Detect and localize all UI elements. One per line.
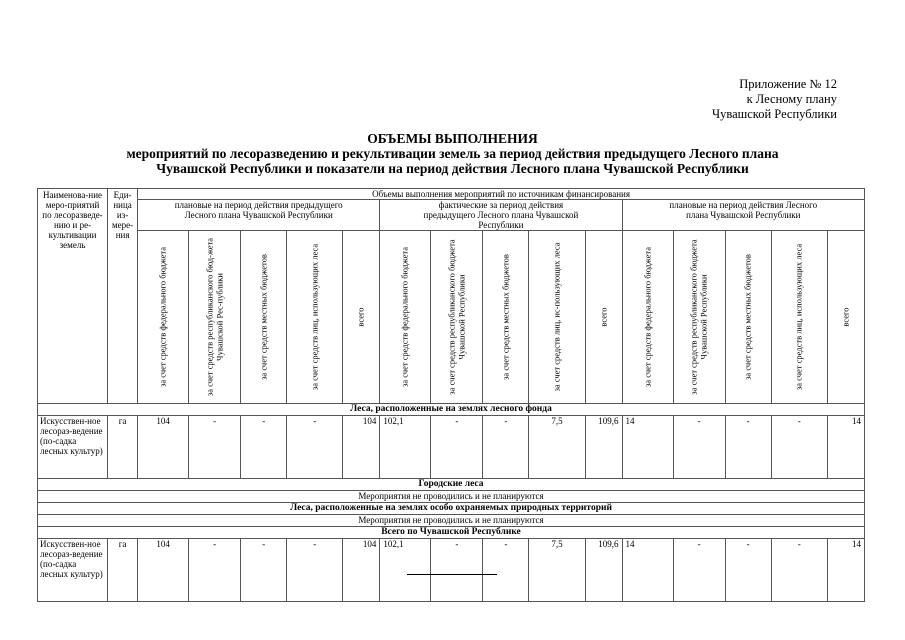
table-cell: 104: [343, 416, 380, 479]
table-cell: -: [287, 416, 343, 479]
table-cell: 14: [827, 416, 864, 479]
header-name: Наименова-ние меро-приятий по лесоразведе-нию и ре-культивации земель: [38, 189, 108, 404]
table-cell: -: [431, 539, 483, 602]
table-cell: 14: [622, 416, 673, 479]
row-name: Искусствен-ное лесораз-ведение (по-садка лесных культур): [38, 539, 108, 602]
table-cell: 14: [827, 539, 864, 602]
appendix-line-3: Чувашской Республики: [711, 107, 837, 121]
header-group-planned-previous: плановые на период действия предыдущего Лесного плана Чувашской Республики: [138, 200, 380, 231]
table-row: [38, 539, 865, 602]
col-header-republic: за счет средств республиканского бюд-жета Чувашской Рес-публики: [204, 237, 224, 397]
col-header-local: за счет средств местных бюджетов: [742, 254, 753, 380]
table-cell: -: [483, 539, 529, 602]
no-activities-note: Мероприятия не проводились и не планируются: [38, 491, 865, 503]
col-header-users: за счет средств лиц, ис-пользующих леса: [551, 242, 562, 392]
table-cell: 14: [622, 539, 673, 602]
header-group-planned-current: плановые на период действия Лесного плана Чувашской Республики: [622, 200, 864, 231]
title-line-2: мероприятий по лесоразведению и рекультивации земель за период действия предыдущего Лесного плана: [126, 146, 779, 161]
table-cell: -: [725, 416, 771, 479]
table-cell: -: [483, 416, 529, 479]
col-header-users: за счет средств лиц, использующих леса: [793, 243, 804, 391]
table-cell: 7,5: [529, 416, 585, 479]
title-line-3: Чувашской Республики и показатели на период действия Лесного плана Чувашской Республики: [156, 161, 749, 176]
table-cell: -: [241, 416, 287, 479]
table-cell: 104: [138, 539, 189, 602]
col-header-local: за счет средств местных бюджетов: [257, 254, 268, 380]
vertical-header-row: [38, 231, 865, 404]
col-header-federal: за счет средств федерального бюджета: [641, 247, 652, 388]
table-cell: -: [189, 416, 241, 479]
col-header-republic: за счет средств республиканского бюджета Чувашской Республики: [688, 239, 709, 395]
header-group-actual-previous: фактические за период действия предыдущего Лесного плана Чувашской Республики: [380, 200, 622, 231]
table-cell: -: [287, 539, 343, 602]
col-header-federal: за счет средств федерального бюджета: [399, 247, 410, 388]
table-cell: -: [189, 539, 241, 602]
title-line-1: ОБЪЕМЫ ВЫПОЛНЕНИЯ: [367, 131, 538, 146]
table-cell: 104: [138, 416, 189, 479]
table-cell: 102,1: [380, 539, 431, 602]
col-header-users: за счет средств лиц, использующих леса: [309, 243, 319, 391]
table-cell: -: [771, 416, 827, 479]
table-cell: -: [771, 539, 827, 602]
header-unit: Еди-ница из-мере-ния: [108, 189, 138, 404]
table-cell: -: [241, 539, 287, 602]
col-header-local: за счет средств местных бюджетов: [500, 254, 511, 380]
col-header-total: всего: [597, 307, 608, 327]
col-header-total: всего: [355, 307, 366, 327]
table-cell: 102,1: [380, 416, 431, 479]
footer-divider: [407, 574, 497, 575]
appendix-label: [712, 77, 837, 122]
appendix-line-1: Приложение № 12: [739, 77, 837, 91]
col-header-republic: за счет средств республиканского бюджета Чувашской Республики: [446, 239, 466, 395]
table-cell: -: [673, 539, 725, 602]
table-cell: 109,6: [585, 416, 622, 479]
row-name: Искусствен-ное лесораз-ведение (по-садка лесных культур): [38, 416, 108, 479]
appendix-line-2: к Лесному плану: [746, 92, 837, 106]
table-cell: 109,6: [585, 539, 622, 602]
row-unit: га: [108, 416, 138, 479]
col-header-federal: за счет средств федерального бюджета: [157, 247, 168, 388]
table-cell: 104: [343, 539, 380, 602]
document-title: [0, 131, 905, 176]
table-cell: -: [431, 416, 483, 479]
no-activities-note: Мероприятия не проводились и не планируются: [38, 515, 865, 527]
section-total-republic: Всего по Чувашской Республике: [38, 527, 865, 539]
header-volumes: Объемы выполнения мероприятий по источникам финансирования: [138, 189, 865, 200]
table-cell: -: [673, 416, 725, 479]
row-unit: га: [108, 539, 138, 602]
table-cell: 7,5: [529, 539, 585, 602]
table-row: [38, 416, 865, 479]
col-header-total: всего: [840, 307, 851, 327]
table-cell: -: [725, 539, 771, 602]
volumes-table: [37, 188, 865, 602]
section-urban-forests: Городские леса: [38, 479, 865, 491]
section-protected-areas: Леса, расположенные на землях особо охраняемых природных территорий: [38, 503, 865, 515]
section-forest-fund: Леса, расположенные на землях лесного фонда: [38, 404, 865, 416]
